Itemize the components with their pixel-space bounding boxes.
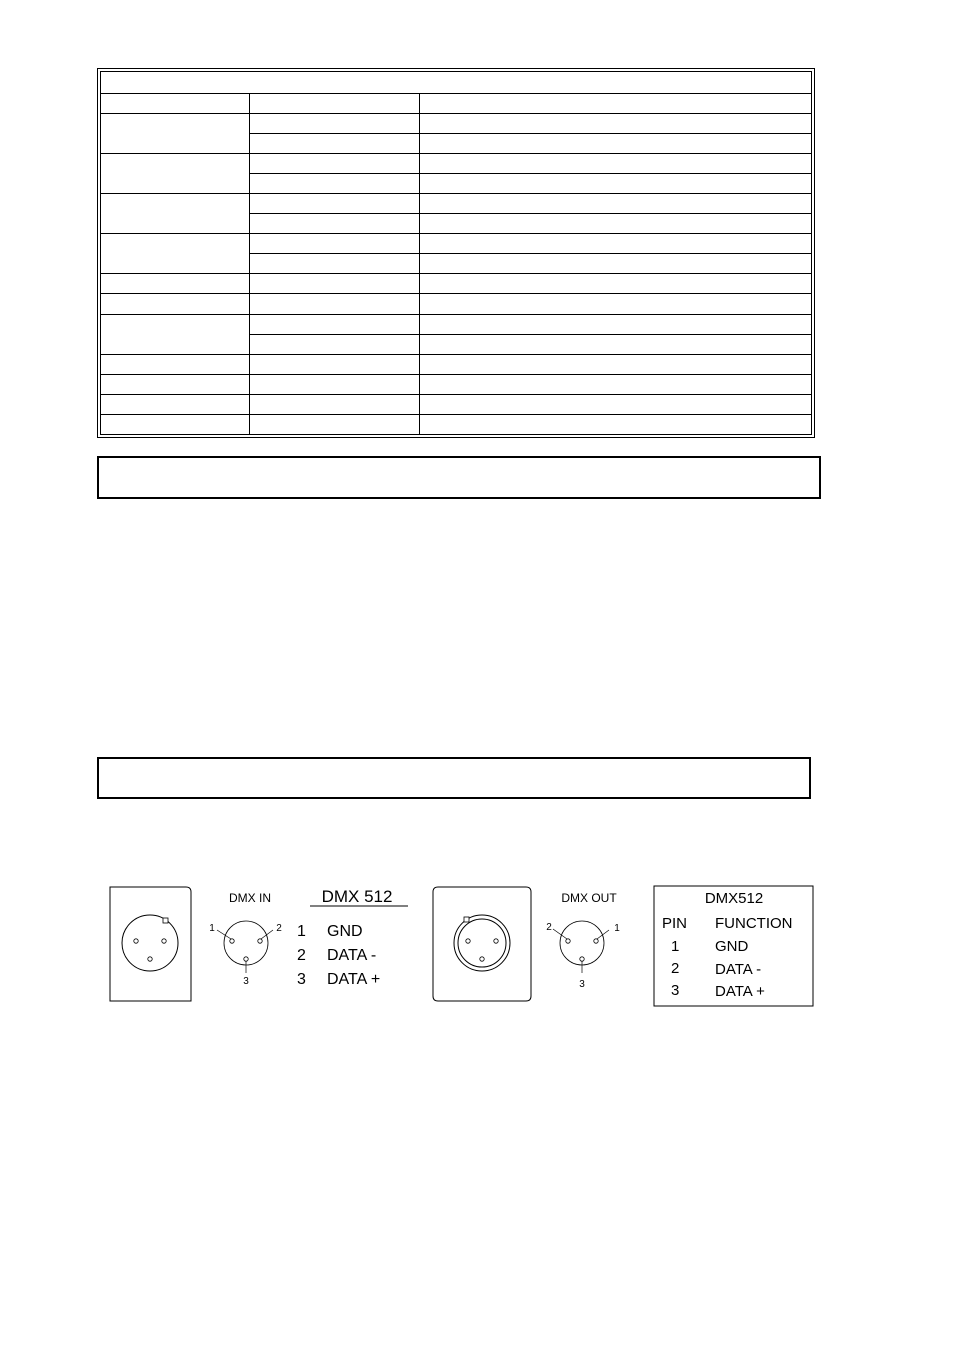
pinout-row-3-pin: 3 <box>671 982 680 999</box>
pinout-row-2-pin: 2 <box>671 960 680 977</box>
dmx-in-pin2-label: 2 <box>276 923 282 934</box>
dmx-in-pin1-label: 1 <box>209 923 215 934</box>
dmx-in-pin-diagram <box>217 921 273 973</box>
legend-function-2: DATA - <box>327 947 377 964</box>
dmx512-legend-title: DMX 512 <box>321 887 393 906</box>
pinout-col-function: FUNCTION <box>715 915 793 932</box>
legend-pin-2: 2 <box>297 947 306 964</box>
pinout-col-pin: PIN <box>662 915 688 932</box>
legend-pin-3: 3 <box>297 971 306 988</box>
dmx-out-pin2-label: 2 <box>546 922 552 933</box>
legend-pin-1: 1 <box>297 923 306 940</box>
legend-function-1: GND <box>327 923 363 940</box>
dmx-in-label: DMX IN <box>229 891 271 905</box>
pinout-row-1-pin: 1 <box>671 938 680 955</box>
pinout-row-2-function: DATA - <box>715 961 762 978</box>
legend-function-3: DATA + <box>327 971 381 988</box>
dmx-out-pin3-label: 3 <box>579 979 585 990</box>
dmx-out-pin1-label: 1 <box>614 923 620 934</box>
pinout-row-1-function: GND <box>715 938 749 955</box>
xlr-male-panel <box>110 887 191 1001</box>
xlr-female-panel <box>433 887 531 1001</box>
dmx-out-pin-diagram <box>553 921 609 973</box>
dmx-out-label: DMX OUT <box>561 891 617 905</box>
pinout-row-3-function: DATA + <box>715 983 765 1000</box>
pinout-table-title: DMX512 <box>704 890 764 907</box>
dmx-in-pin3-label: 3 <box>243 976 249 987</box>
